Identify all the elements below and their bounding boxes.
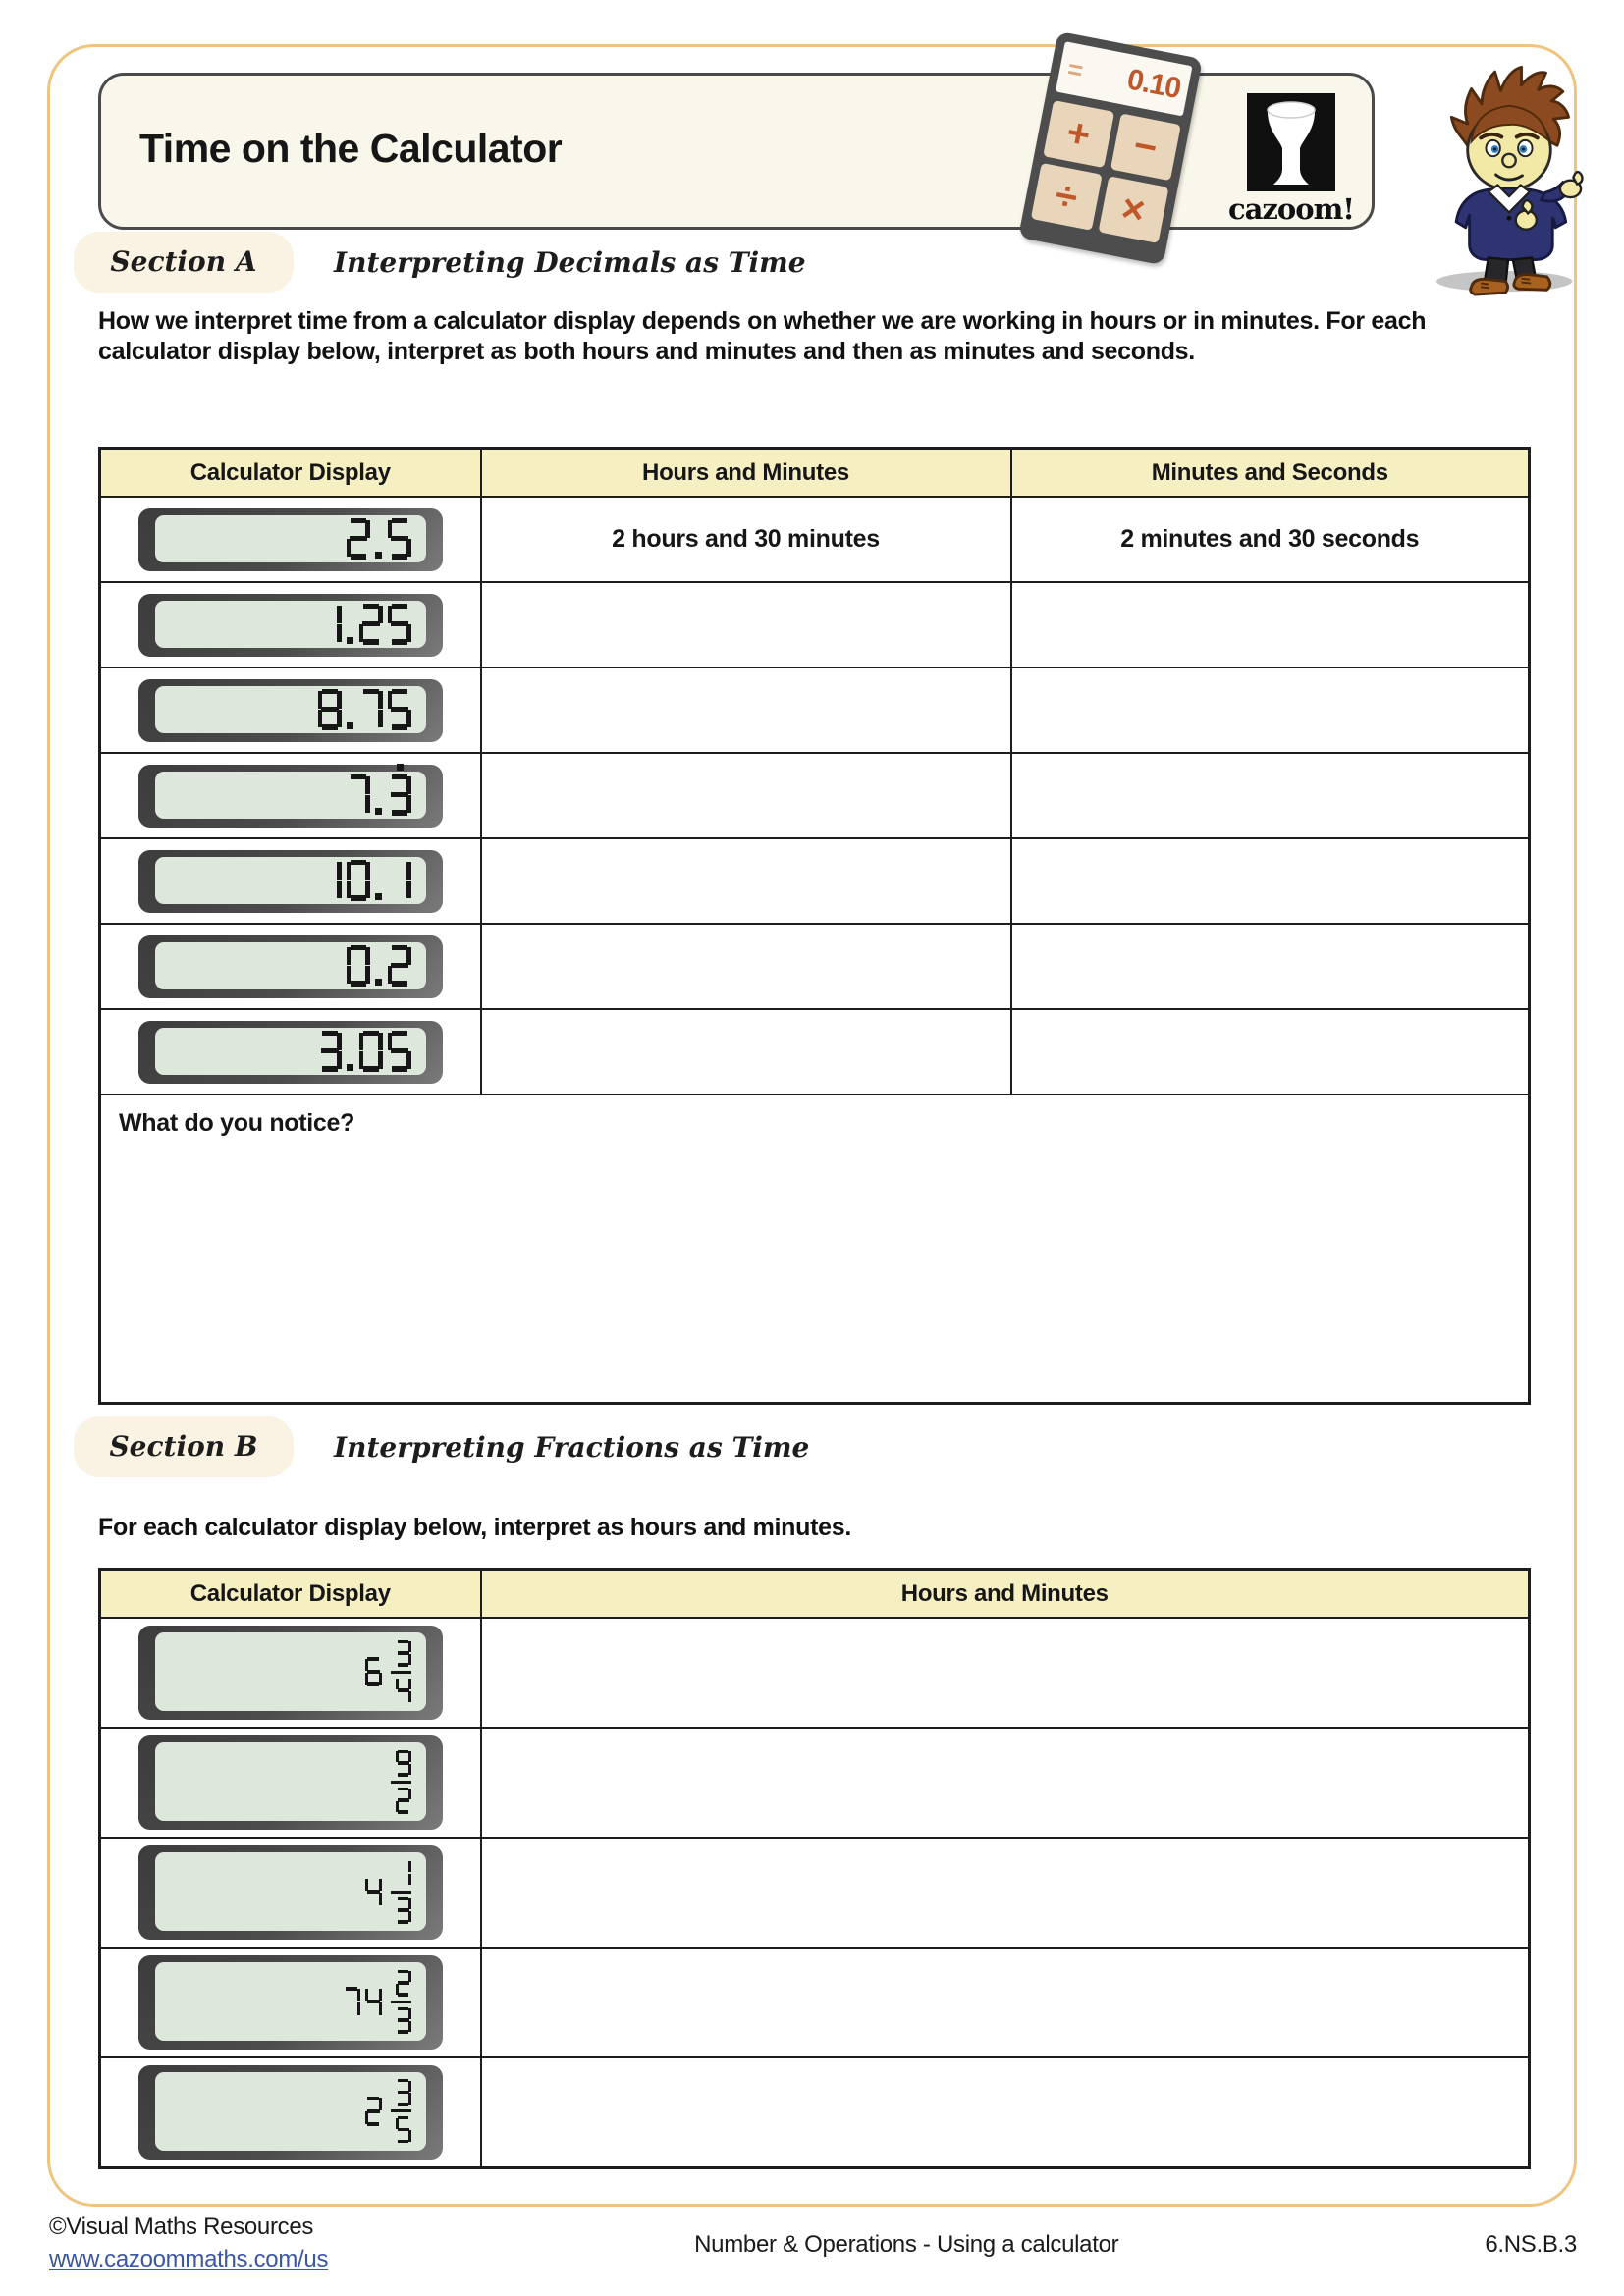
calculator-display: [138, 1735, 443, 1830]
cazoom-logo: [1218, 93, 1365, 226]
section-a-row: [100, 667, 1530, 753]
hours-and-minutes-cell: [481, 1009, 1011, 1095]
section-b-row: [100, 1618, 1530, 1728]
column-header-calculator-display: Calculator Display: [100, 1570, 481, 1619]
mixed-number: [360, 1640, 411, 1704]
fraction: [391, 1750, 411, 1814]
minutes-and-seconds-cell: [1011, 838, 1530, 924]
calculator-display: [138, 508, 443, 571]
section-b-intro: For each calculator display below, interpret as hours and minutes.: [98, 1514, 851, 1541]
calculator-display-cell: [100, 753, 481, 838]
mixed-number: [360, 1860, 411, 1924]
section-b-row: [100, 1838, 1530, 1948]
calculator-screen: [155, 1962, 426, 2041]
fraction-bar: [391, 2001, 411, 2003]
calculator-screen: [155, 857, 426, 904]
hours-and-minutes-cell: [481, 1948, 1530, 2057]
calculator-screen: [155, 515, 426, 562]
minutes-and-seconds-cell: [1011, 582, 1530, 667]
calculator-display: [138, 594, 443, 657]
fraction: [391, 1970, 411, 2034]
notice-row: [100, 1095, 1530, 1404]
calculator-display-cell: [100, 1009, 481, 1095]
plus-icon: +: [1043, 100, 1113, 168]
mixed-number: [382, 1750, 411, 1814]
calculator-display-cell: [100, 838, 481, 924]
calculator-display: [138, 1845, 443, 1940]
column-header-minutes-and-seconds: Minutes and Seconds: [1011, 449, 1530, 498]
calculator-display: [138, 1626, 443, 1720]
section-a-row: [100, 838, 1530, 924]
fraction: [391, 1640, 411, 1704]
calculator-display-cell: [100, 667, 481, 753]
calculator-display: [138, 850, 443, 913]
multiply-icon: ×: [1098, 176, 1168, 243]
calculator-screen: [155, 1742, 426, 1821]
page-title: Time on the Calculator: [139, 126, 563, 171]
calculator-display-cell: [100, 2057, 481, 2167]
fraction-bar: [391, 1891, 411, 1894]
hours-and-minutes-cell: [481, 1728, 1530, 1838]
section-b-heading: Interpreting Fractions as Time: [334, 1431, 810, 1464]
calculator-display-cell: [100, 1728, 481, 1838]
section-a-header-row: [100, 449, 1530, 498]
hours-and-minutes-cell: [481, 1618, 1530, 1728]
calculator-screen: [155, 772, 426, 819]
fraction: [391, 1860, 411, 1924]
boy-mascot-illustration: [1412, 51, 1606, 296]
hours-and-minutes-cell: [481, 2057, 1530, 2167]
minutes-and-seconds-cell: [1011, 1009, 1530, 1095]
footer-topic: Number & Operations - Using a calculator: [694, 2231, 1119, 2258]
section-a-row: [100, 582, 1530, 667]
notice-prompt: What do you notice?: [119, 1109, 355, 1137]
minutes-and-seconds-cell: [1011, 667, 1530, 753]
calculator-screen: [155, 1028, 426, 1075]
section-b-rows: [100, 1618, 1530, 2167]
section-b-header-row: [100, 1570, 1530, 1619]
footer: [49, 2211, 1577, 2275]
cazoom-logo-text: cazoom!: [1227, 192, 1355, 226]
hours-and-minutes-cell: [481, 667, 1011, 753]
calculator-display: [138, 679, 443, 742]
footer-standard-code: 6.NS.B.3: [1485, 2231, 1577, 2258]
hours-and-minutes-cell: [481, 1838, 1530, 1948]
calculator-screen: [155, 686, 426, 733]
cazoom-link[interactable]: www.cazoommaths.com/us: [49, 2246, 329, 2272]
section-a-rows: [100, 497, 1530, 1095]
mixed-number: [339, 1970, 411, 2034]
calculator-display: [138, 1021, 443, 1084]
mixed-number: [360, 2079, 411, 2143]
hours-and-minutes-cell: [481, 924, 1011, 1009]
section-a-row: [100, 753, 1530, 838]
fraction-bar: [391, 1671, 411, 1674]
calculator-display-cell: [100, 1948, 481, 2057]
equals-icon: =: [1065, 53, 1086, 85]
calculator-illustration-keys: [1031, 100, 1181, 243]
section-a-row: [100, 1009, 1530, 1095]
column-header-hours-and-minutes: Hours and Minutes: [481, 1570, 1530, 1619]
fraction: [391, 2079, 411, 2143]
fraction-bar: [391, 1781, 411, 1784]
section-b-label: Section B: [74, 1416, 294, 1477]
calculator-display-cell: [100, 1618, 481, 1728]
section-b-row: [100, 1948, 1530, 2057]
column-header-calculator-display: Calculator Display: [100, 449, 481, 498]
calculator-display-cell: [100, 1838, 481, 1948]
section-a-row: [100, 497, 1530, 582]
section-a-label: Section A: [74, 232, 294, 293]
calculator-display-cell: [100, 582, 481, 667]
hours-and-minutes-cell: [481, 838, 1011, 924]
minutes-and-seconds-cell: [1011, 924, 1530, 1009]
calculator-screen: [155, 942, 426, 989]
hours-and-minutes-cell: [481, 582, 1011, 667]
minutes-and-seconds-cell: [1011, 753, 1530, 838]
section-b-row: [100, 1728, 1530, 1838]
minutes-and-seconds-cell: 2 minutes and 30 seconds: [1011, 497, 1530, 582]
section-a-row: [100, 924, 1530, 1009]
section-a-heading: Interpreting Decimals as Time: [334, 246, 806, 279]
calculator-display: [138, 765, 443, 828]
section-b-row: [100, 2057, 1530, 2167]
column-header-hours-and-minutes: Hours and Minutes: [481, 449, 1011, 498]
notice-cell: [100, 1095, 1530, 1404]
section-a-table: [98, 447, 1531, 1405]
calculator-display: [138, 935, 443, 998]
calculator-display: [138, 1955, 443, 2050]
hours-and-minutes-cell: [481, 753, 1011, 838]
calculator-display-cell: [100, 497, 481, 582]
footer-left: [49, 2211, 328, 2275]
calculator-display: [138, 2065, 443, 2160]
calculator-screen: [155, 601, 426, 648]
minus-icon: −: [1110, 113, 1180, 181]
calculator-screen: [155, 1632, 426, 1711]
calculator-screen: [155, 1852, 426, 1931]
section-b-table: [98, 1568, 1531, 2169]
hours-and-minutes-cell: 2 hours and 30 minutes: [481, 497, 1011, 582]
drum-icon: [1247, 93, 1335, 191]
divide-icon: ÷: [1031, 163, 1102, 231]
calculator-screen: [155, 2072, 426, 2151]
copyright-text: ©Visual Maths Resources: [49, 2214, 314, 2240]
section-a-intro: How we interpret time from a calculator display depends on whether we are working in hours or in minutes. For each calculator display below, interpret as both hours and minutes and then as minutes and seconds.: [98, 307, 1427, 365]
calculator-illustration-value: 0.10: [1124, 63, 1183, 106]
fraction-bar: [391, 2109, 411, 2112]
calculator-display-cell: [100, 924, 481, 1009]
